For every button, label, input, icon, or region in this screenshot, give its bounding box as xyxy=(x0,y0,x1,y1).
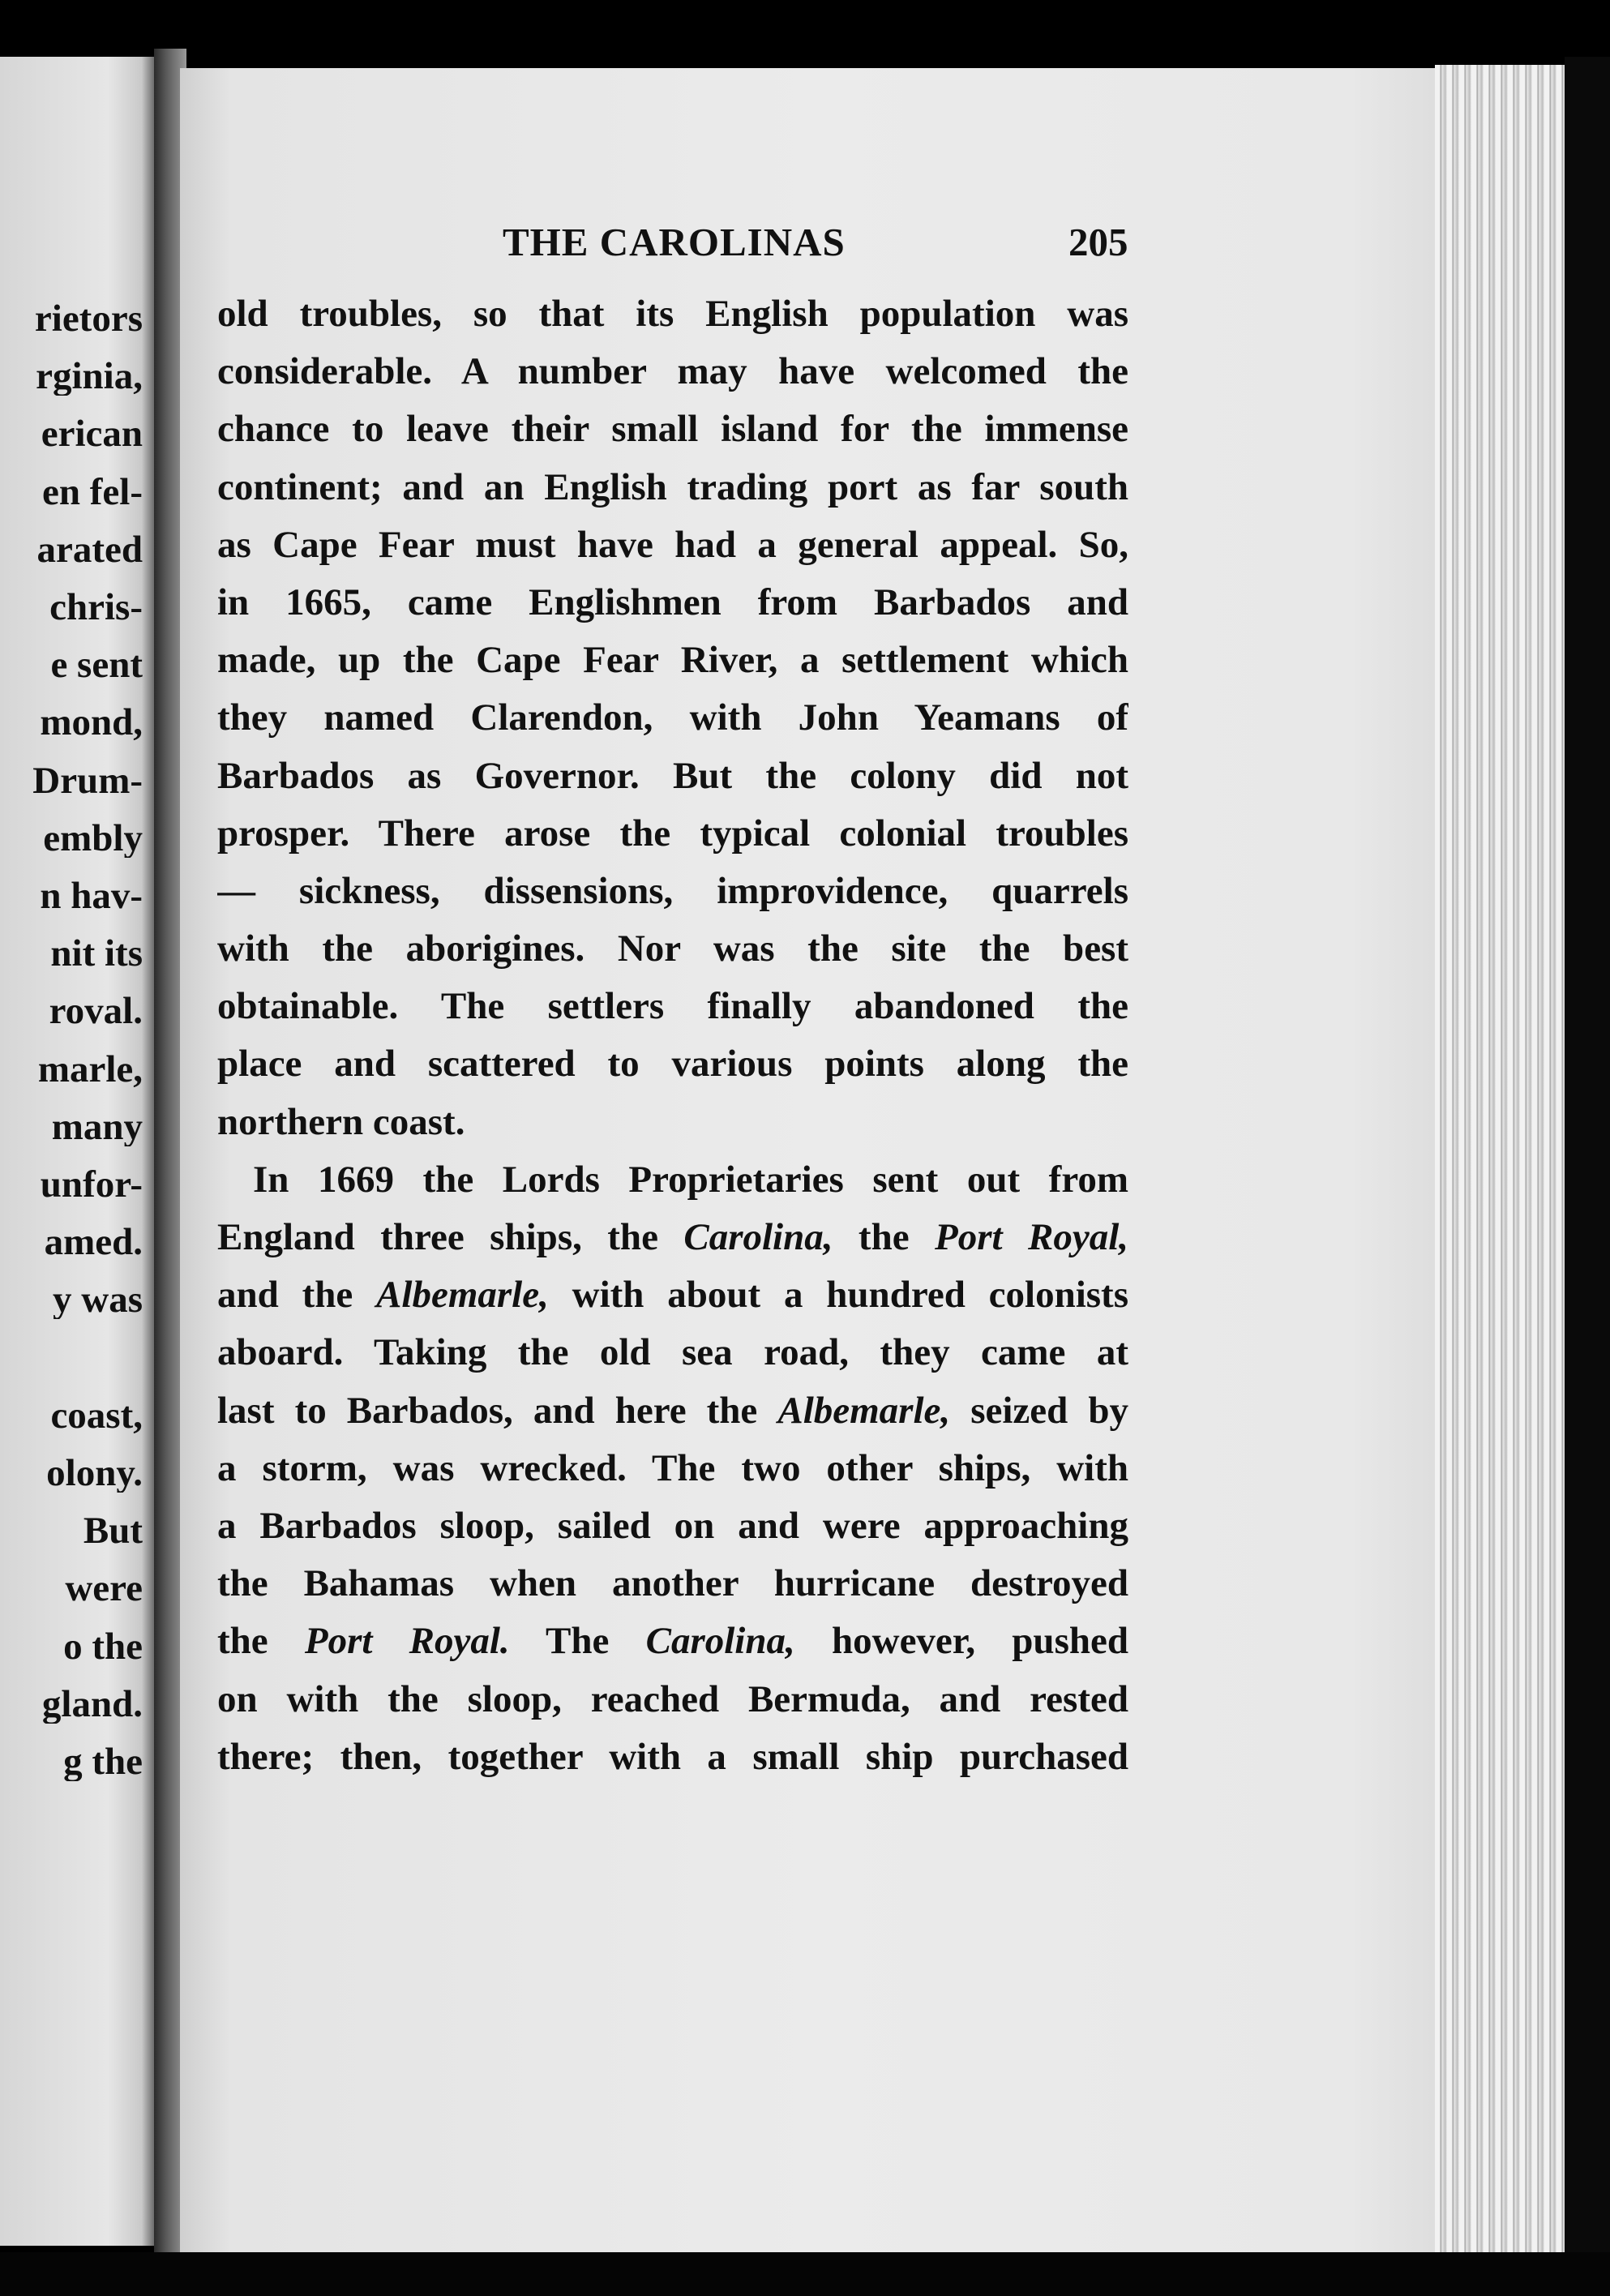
ship-name: Carolina, xyxy=(683,1216,833,1258)
ship-name: Port Royal, xyxy=(935,1216,1128,1258)
ship-name: Albemarle, xyxy=(777,1389,951,1432)
text-line: — sickness, dissensions, improvidence, quarrels xyxy=(217,869,1128,912)
scan-border-bottom xyxy=(0,2252,1610,2296)
text-line: on with the sloop, reached Bermuda, and rested xyxy=(217,1677,1128,1720)
left-page-line-fragment: rginia, xyxy=(36,358,143,396)
body-text xyxy=(217,285,1128,1786)
text-line xyxy=(217,1266,1128,1324)
left-page-line-fragment: roval. xyxy=(49,992,143,1031)
text-run: the xyxy=(833,1216,936,1258)
left-page-line-fragment: marle, xyxy=(37,1050,143,1089)
ship-name: Carolina, xyxy=(645,1620,795,1663)
left-page-line-fragment: e sent xyxy=(50,646,143,685)
left-page-line-fragment: y was xyxy=(53,1281,143,1320)
text-line: place and scattered to various points along the xyxy=(217,1043,1128,1086)
ship-name: Port Royal. xyxy=(304,1620,510,1663)
text-run: seized by xyxy=(950,1389,1128,1432)
left-page-line-fragment: erican xyxy=(41,415,143,454)
text-line: chance to leave their small island for the immense xyxy=(217,408,1128,451)
text-run: and the xyxy=(217,1274,377,1317)
text-line: the Bahamas when another hurricane destroyed xyxy=(217,1562,1128,1605)
text-line: they named Clarendon, with John Yeamans of xyxy=(217,696,1128,739)
left-page-line-fragment: arated xyxy=(36,530,143,569)
left-page-line-fragment: were xyxy=(65,1570,143,1608)
text-line xyxy=(217,1613,1128,1670)
text-line: old troubles, so that its English population was xyxy=(217,293,1128,335)
text-line: aboard. Taking the old sea road, they came at xyxy=(217,1331,1128,1374)
text-line: obtainable. The settlers finally abandoned the xyxy=(217,985,1128,1028)
text-run: however, pushed xyxy=(794,1620,1128,1663)
text-line: In 1669 the Lords Proprietaries sent out from xyxy=(253,1158,1128,1201)
page-number: 205 xyxy=(1068,220,1128,264)
text-run: with about a hundred colonists xyxy=(548,1274,1128,1317)
left-page-line-fragment: o the xyxy=(63,1627,143,1666)
text-line: made, up the Cape Fear River, a settlement which xyxy=(217,639,1128,682)
left-facing-page xyxy=(0,57,154,2246)
text-line: prosper. There arose the typical colonial troubles xyxy=(217,812,1128,855)
text-line: continent; and an English trading port as far south xyxy=(217,465,1128,508)
text-line xyxy=(217,1382,1128,1440)
left-page-line-fragment: rietors xyxy=(34,300,143,338)
left-page-line-fragment: chris- xyxy=(49,589,143,627)
text-line: northern coast. xyxy=(217,1100,465,1143)
text-line: as Cape Fear must have had a general appeal. So, xyxy=(217,523,1128,566)
text-run: The xyxy=(509,1620,646,1663)
text-line: Barbados as Governor. But the colony did not xyxy=(217,754,1128,797)
running-head: THE CAROLINAS xyxy=(503,220,846,264)
text-line: a Barbados sloop, sailed on and were approaching xyxy=(217,1504,1128,1547)
text-line: in 1665, came Englishmen from Barbados and xyxy=(217,580,1128,623)
left-page-line-fragment: But xyxy=(83,1512,143,1551)
text-run: last to Barbados, and here the xyxy=(217,1389,778,1432)
left-page-line-fragment: gland. xyxy=(41,1685,143,1724)
left-page-line-fragment: mond, xyxy=(40,704,143,743)
left-page-line-fragment: nit its xyxy=(50,935,143,974)
left-page-line-fragment: embly xyxy=(43,819,143,858)
left-page-line-fragment: g the xyxy=(63,1743,143,1781)
left-page-line-fragment: Drum- xyxy=(32,761,143,800)
text-line: a storm, was wrecked. The two other ships, with xyxy=(217,1446,1128,1489)
left-page-line-fragment: coast, xyxy=(50,1396,143,1435)
text-line: with the aborigines. Nor was the site the best xyxy=(217,927,1128,970)
text-run: England three ships, the xyxy=(217,1216,684,1258)
page-edges xyxy=(1435,65,1581,2270)
left-page-line-fragment: unfor- xyxy=(40,1166,143,1204)
left-page-line-fragment: en fel- xyxy=(42,473,143,512)
text-line: considerable. A number may have welcomed the xyxy=(217,350,1128,393)
left-page-line-fragment: n hav- xyxy=(40,877,143,915)
text-line xyxy=(217,1209,1128,1266)
text-run: the xyxy=(217,1620,305,1663)
scan-border-right xyxy=(1565,57,1610,2278)
left-page-line-fragment: amed. xyxy=(44,1223,143,1262)
left-page-line-fragment: many xyxy=(51,1107,143,1146)
ship-name: Albemarle, xyxy=(376,1274,549,1317)
left-page-line-fragment: olony. xyxy=(46,1454,143,1493)
text-line: there; then, together with a small ship purchased xyxy=(217,1735,1128,1778)
